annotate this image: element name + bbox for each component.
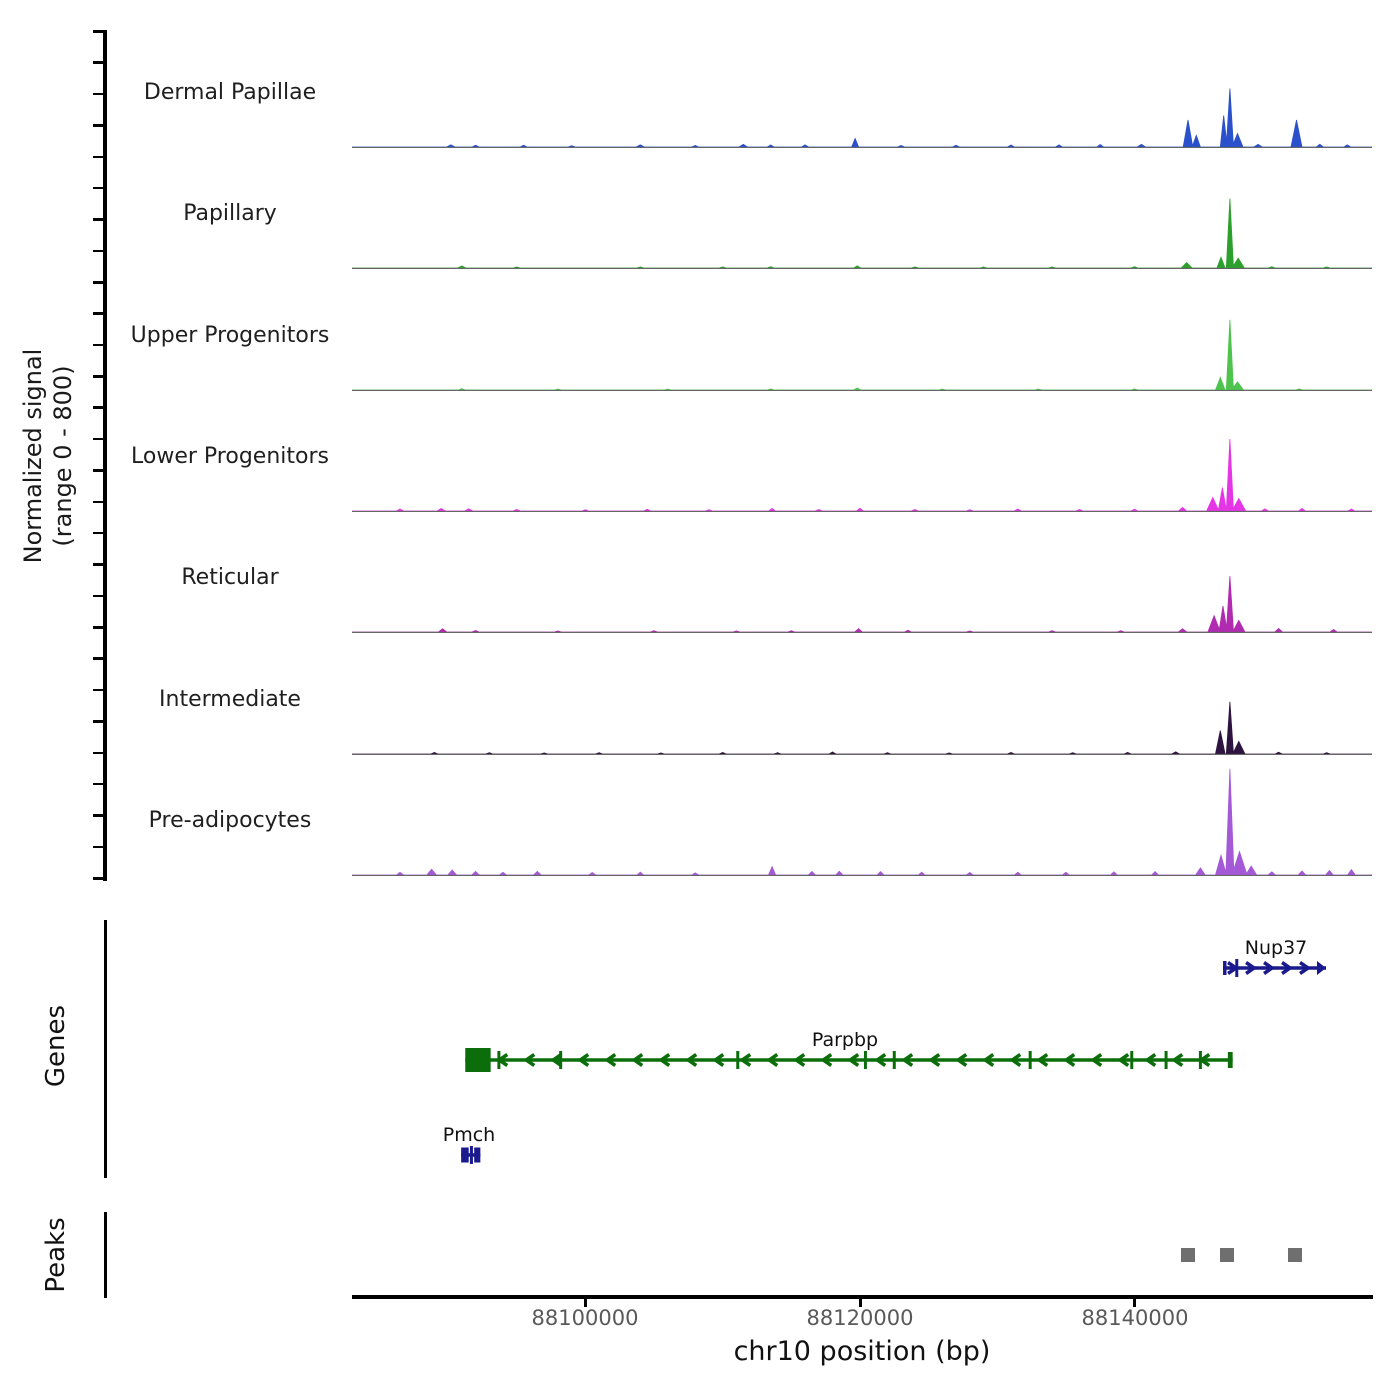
x-axis-tick-label: 88100000 [531, 1306, 639, 1330]
signal-axis-tick [93, 156, 103, 159]
gene-end-arrow-icon [1317, 961, 1326, 975]
track-label-lower-progenitors: Lower Progenitors [131, 444, 329, 469]
exon-block [1228, 1052, 1233, 1068]
track-label-upper-progenitors: Upper Progenitors [130, 323, 330, 348]
signal-axis-tick [93, 595, 103, 598]
signal-plot-upper-progenitors [352, 278, 1372, 391]
signal-axis-tick [93, 30, 103, 33]
gene-label-nup37: Nup37 [1244, 937, 1308, 959]
signal-axis-tick [93, 438, 103, 441]
peaks-axis-spine [104, 1212, 107, 1298]
signal-track-upper-progenitors [352, 278, 1372, 391]
y-axis-label [18, 241, 78, 671]
signal-track-dermal-papillae [352, 35, 1372, 148]
genes-section-label: Genes [41, 1004, 71, 1088]
signal-plot-reticular [352, 520, 1372, 633]
track-label-intermediate: Intermediate [159, 687, 301, 712]
x-axis-tick-label: 88140000 [1081, 1306, 1189, 1330]
gene-nup37 [1223, 959, 1326, 977]
signal-axis-tick [93, 752, 103, 755]
signal-axis-tick [93, 187, 103, 190]
signal-axis-tick [93, 501, 103, 504]
signal-axis-tick [93, 312, 103, 315]
signal-area [352, 89, 1372, 148]
signal-area [352, 702, 1372, 754]
signal-area [352, 320, 1372, 390]
signal-axis-tick [93, 783, 103, 786]
signal-track-reticular [352, 520, 1372, 633]
track-label-papillary: Papillary [183, 201, 277, 226]
gene-label-parpbp: Parpbp [811, 1029, 879, 1051]
gene-pmch [461, 1146, 480, 1164]
signal-axis-tick [93, 61, 103, 64]
x-axis-title: chr10 position (bp) [733, 1336, 991, 1367]
signal-axis-tick [93, 375, 103, 378]
y-axis-label-line1: Normalized signal [19, 348, 47, 564]
signal-plot-pre-adipocytes [352, 763, 1372, 876]
track-label-reticular: Reticular [181, 565, 279, 590]
signal-track-pre-adipocytes [352, 763, 1372, 876]
peak-call-box [1220, 1248, 1234, 1262]
exon-block [474, 1148, 480, 1163]
signal-plot-papillary [352, 156, 1372, 269]
signal-axis-tick [93, 846, 103, 849]
track-label-dermal-papillae: Dermal Papillae [143, 80, 317, 105]
signal-axis-tick [93, 877, 103, 880]
peak-call-box [1181, 1248, 1195, 1262]
signal-area [352, 439, 1372, 511]
x-axis-tick-label: 88120000 [806, 1306, 914, 1330]
signal-axis-tick [93, 250, 103, 253]
peaks-section-label: Peaks [41, 1217, 71, 1293]
signal-axis-tick [93, 406, 103, 409]
signal-plot-dermal-papillae [352, 35, 1372, 148]
signal-area [352, 769, 1372, 875]
exon-block [465, 1048, 490, 1072]
signal-axis-tick [93, 626, 103, 629]
peak-call-box [1288, 1248, 1302, 1262]
x-axis-line [352, 1295, 1373, 1299]
gene-parpbp [465, 1048, 1232, 1072]
signal-axis-tick [93, 720, 103, 723]
signal-track-lower-progenitors [352, 399, 1372, 512]
gene-label-pmch: Pmch [442, 1124, 496, 1146]
signal-area [352, 576, 1372, 632]
signal-track-intermediate [352, 642, 1372, 755]
signal-axis-tick [93, 657, 103, 660]
exon-block [1223, 961, 1226, 975]
signal-axis-tick [93, 124, 103, 127]
signal-axis-tick [93, 281, 103, 284]
signal-area [352, 199, 1372, 268]
signal-plot-intermediate [352, 642, 1372, 755]
y-axis-label-line2: (range 0 - 800) [49, 365, 77, 547]
signal-axis-tick [93, 532, 103, 535]
track-label-pre-adipocytes: Pre-adipocytes [148, 808, 312, 833]
signal-track-papillary [352, 156, 1372, 269]
genes-axis-spine [104, 920, 107, 1178]
exon-block [461, 1148, 469, 1163]
signal-plot-lower-progenitors [352, 399, 1372, 512]
